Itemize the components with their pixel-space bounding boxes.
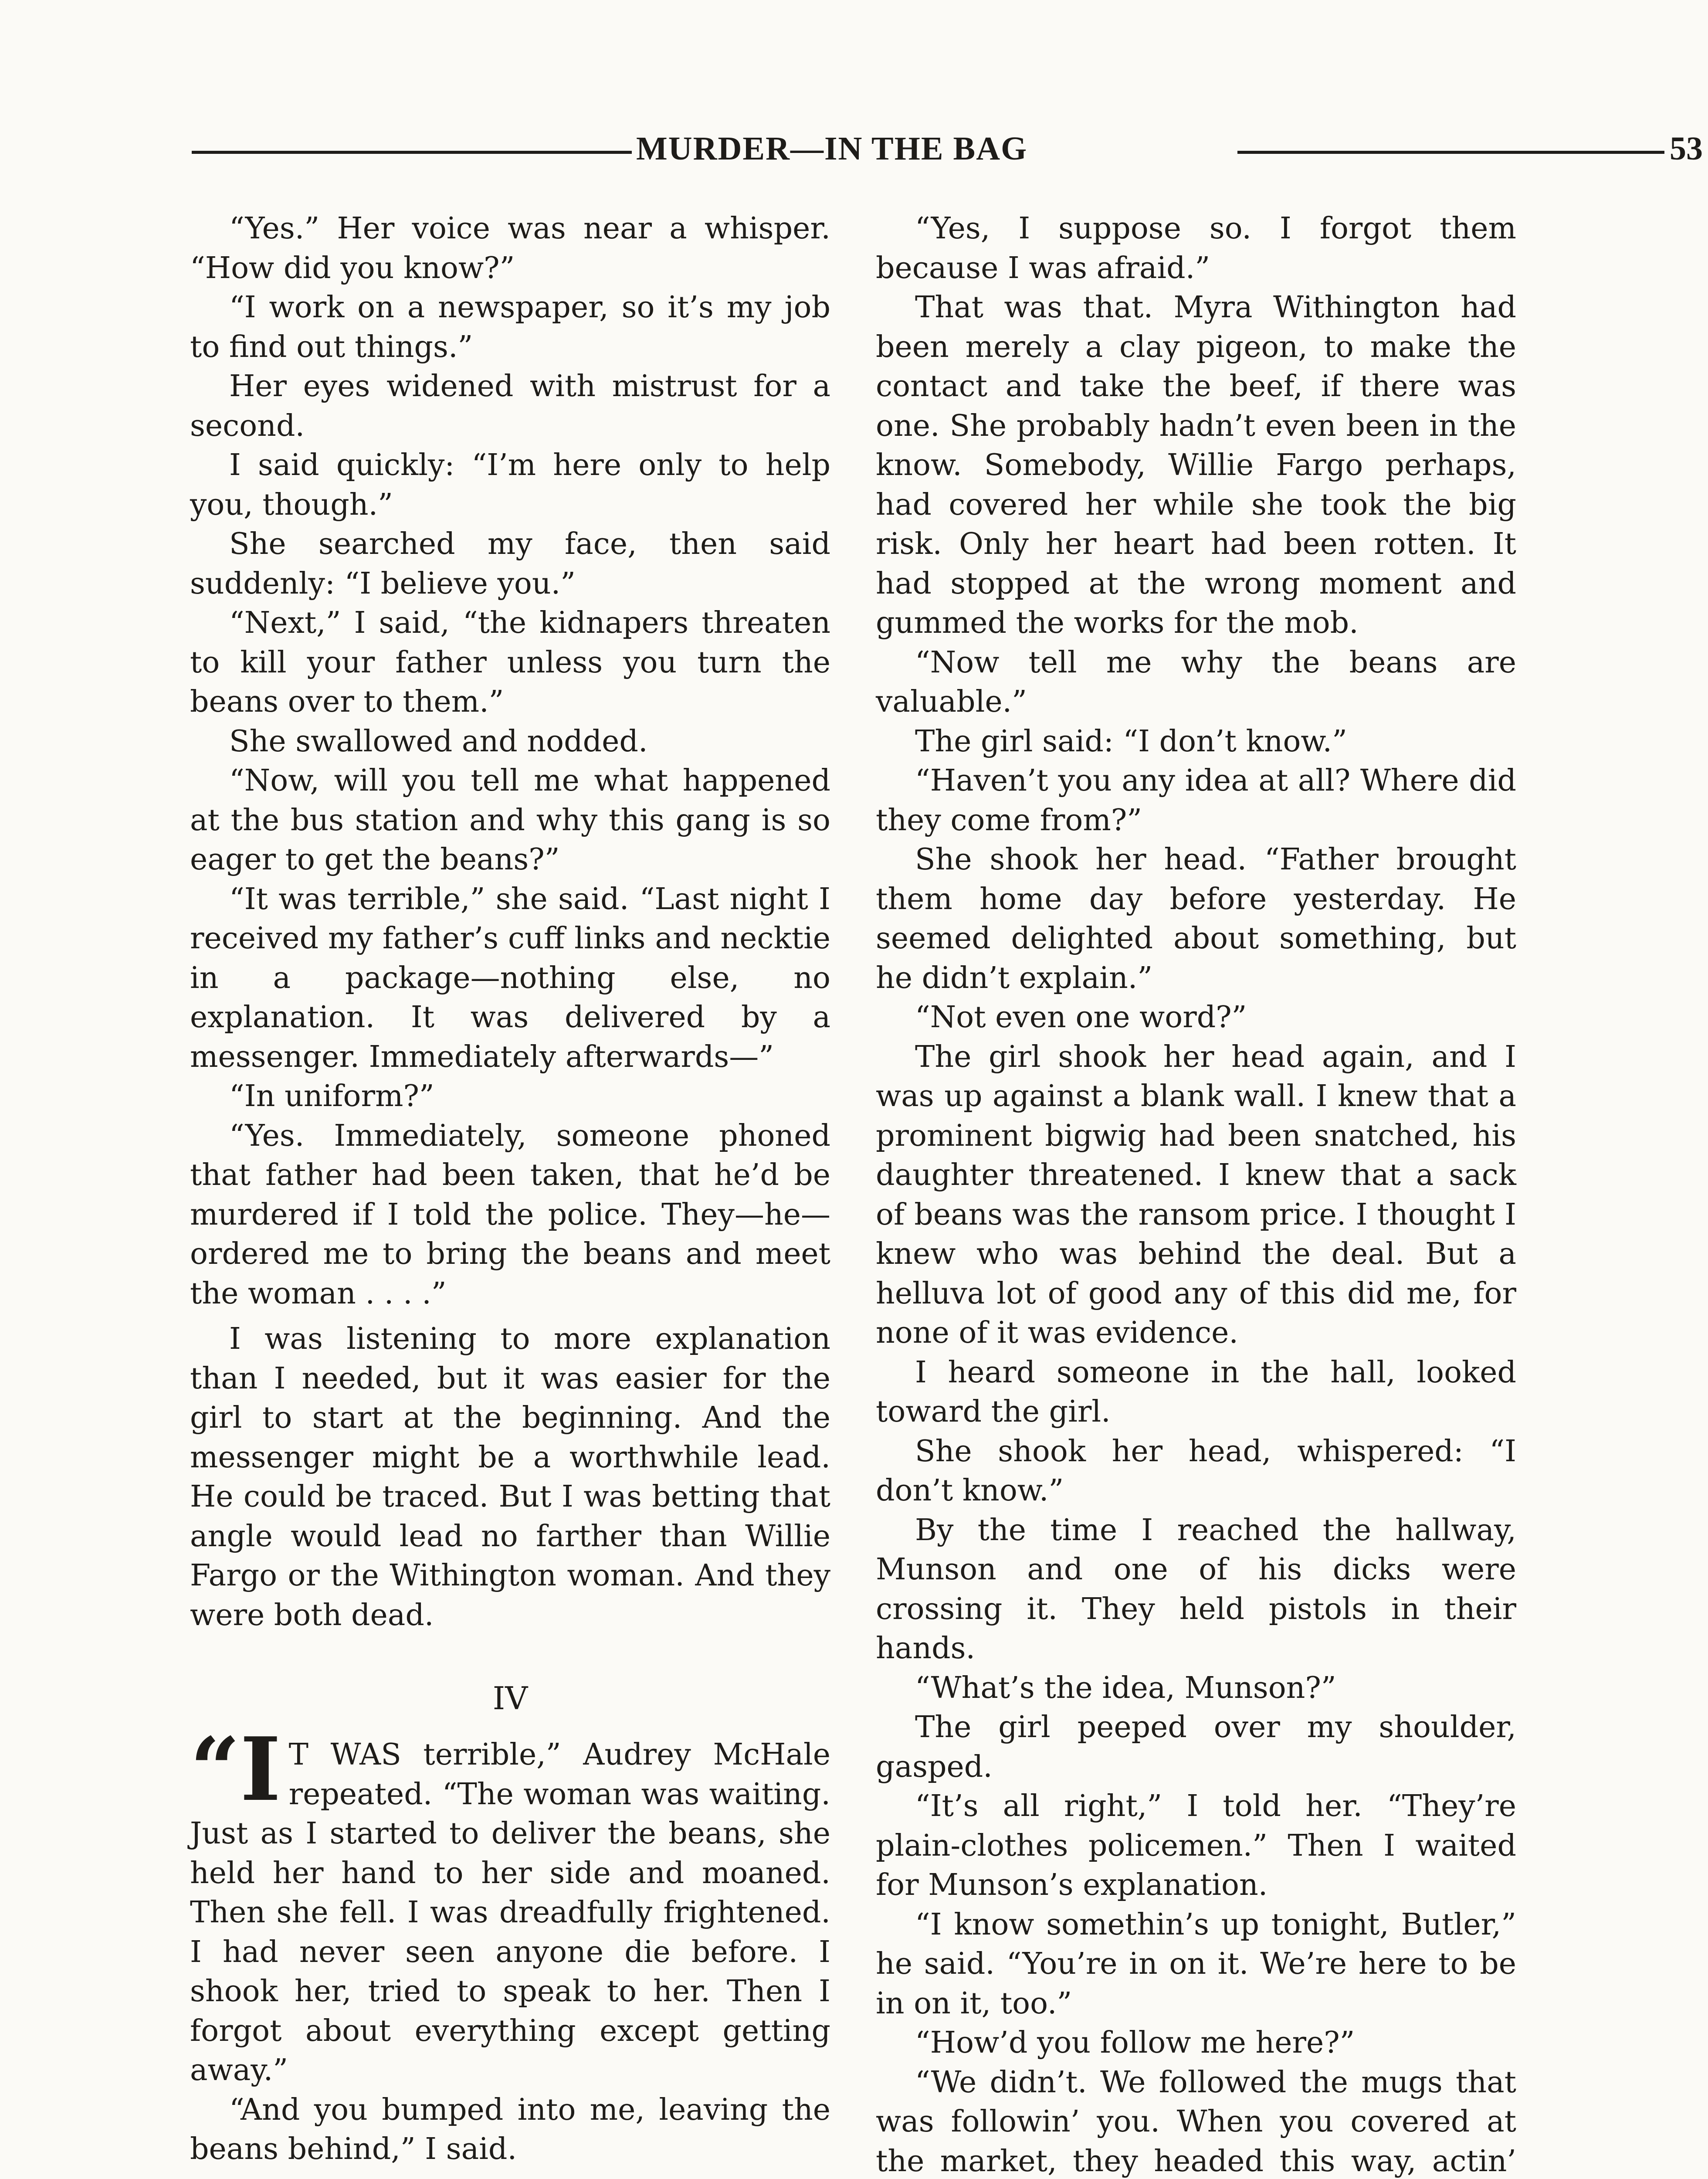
section-heading: IV [492, 1680, 528, 1717]
drop-cap [190, 1718, 281, 1821]
paragraph: The girl shook her head again, and I was up against a blank wall. I knew that a prominent bigwig had been snatched, his daughter threatened. I knew that a sack of beans was the ransom price. I thought I knew who was behind the deal. But a helluva lot of good any of this did me, for none of it was evidence. [876, 1039, 1516, 1350]
paragraph: She swallowed and nodded. [229, 724, 648, 759]
paragraph: “How’d you follow me here?” [915, 2026, 1355, 2060]
paragraph: The girl said: “I don’t know.” [915, 724, 1347, 759]
paragraph: “And you bumped into me, leaving the beans behind,” I said. [190, 2092, 830, 2166]
paragraph: “Yes. Immediately, someone phoned that father had been taken, that he’d be murdered if I told the police. They—he—ordered me to bring the beans and meet the woman . . . .” [190, 1118, 830, 1311]
page-number: 53 [1670, 130, 1703, 167]
paragraph: She searched my face, then said suddenly: “I believe you.” [190, 527, 830, 601]
running-header [192, 125, 1703, 173]
right-column [876, 209, 1516, 2179]
paragraph: The girl peeped over my shoulder, gasped. [876, 1710, 1516, 1784]
paragraph: “Now, will you tell me what happened at the bus station and why this gang is so eager to get the beans?” [190, 764, 830, 877]
paragraph: “Haven’t you any idea at all? Where did they come from?” [876, 764, 1516, 838]
paragraph: By the time I reached the hallway, Munson and one of his dicks were crossing it. They held pistols in their hands. [876, 1513, 1516, 1666]
paragraph: “Now tell me why the beans are valuable.” [876, 645, 1516, 719]
paragraph: “Yes, I suppose so. I forgot them because I was afraid.” [876, 211, 1516, 285]
paragraph: “In uniform?” [229, 1079, 434, 1113]
paragraph: “It’s all right,” I told her. “They’re plain-clothes policemen.” Then I waited for Munson’s explanation. [876, 1789, 1516, 1902]
paragraph: “What’s the idea, Munson?” [915, 1670, 1336, 1705]
paragraph: I was listening to more explanation than I needed, but it was easier for the girl to start at the beginning. And the messenger might be a worthwhile lead. He could be traced. But I was betting that angle would lead no farther than Willie Fargo or the Withington woman. And they were both dead. [190, 1322, 830, 1633]
paragraph: “I know somethin’s up tonight, Butler,” he said. “You’re in on it. We’re here to be in on it, too.” [876, 1907, 1516, 2021]
dropcap-paragraph [190, 1718, 830, 2091]
drop-cap-quote: “ [190, 1718, 241, 1821]
paragraph: She shook her head. “Father brought them home day before yesterday. He seemed delighted about something, but he didn’t explain.” [876, 842, 1516, 995]
paragraph: I said quickly: “I’m here only to help you, though.” [190, 448, 830, 522]
left-column [190, 209, 830, 2169]
paragraph: “It was terrible,” she said. “Last night I received my father’s cuff links and necktie in a package—nothing else, no explanation. It was delivered by a messenger. Immediately afterwards—” [190, 882, 830, 1074]
paragraph: She shook her head, whispered: “I don’t know.” [876, 1434, 1516, 1508]
paragraph: Her eyes widened with mistrust for a second. [190, 369, 830, 443]
header-rule-left [192, 151, 632, 154]
paragraph: “I work on a newspaper, so it’s my job to find out things.” [190, 290, 830, 364]
paragraph: That was that. Myra Withington had been merely a clay pigeon, to make the contact and take the beef, if there was one. She probably hadn’t even been in the know. Somebody, Willie Fargo perhaps, had covered her while she took the big risk. Only her heart had been rotten. It had stopped at the wrong moment and gummed the works for the mob. [876, 290, 1516, 640]
dropcap-paragraph-text: T WAS terrible,” Audrey McHale repeated. “The woman was waiting. Just as I started to deliver the beans, she held her hand to her side and moaned. Then she fell. I was dreadfully frightened. I had never seen anyone die before. I shook her, tried to speak to her. Then I forgot about everything except getting away.” [190, 1738, 830, 2087]
paragraph: “Next,” I said, “the kidnapers threaten to kill your father unless you turn the beans over to them.” [190, 606, 830, 719]
paragraph: “Not even one word?” [915, 1000, 1247, 1035]
drop-cap-letter: I [240, 1718, 281, 1821]
paragraph: I heard someone in the hall, looked toward the girl. [876, 1355, 1516, 1429]
running-title: MURDER—IN THE BAG [636, 130, 1028, 167]
header-rule-right [1237, 151, 1664, 154]
paragraph: “Yes.” Her voice was near a whisper. “How did you know?” [190, 211, 830, 285]
paragraph: “We didn’t. We followed the mugs that was followin’ you. When you covered at the market, they headed this way, actin’ [876, 2065, 1516, 2179]
